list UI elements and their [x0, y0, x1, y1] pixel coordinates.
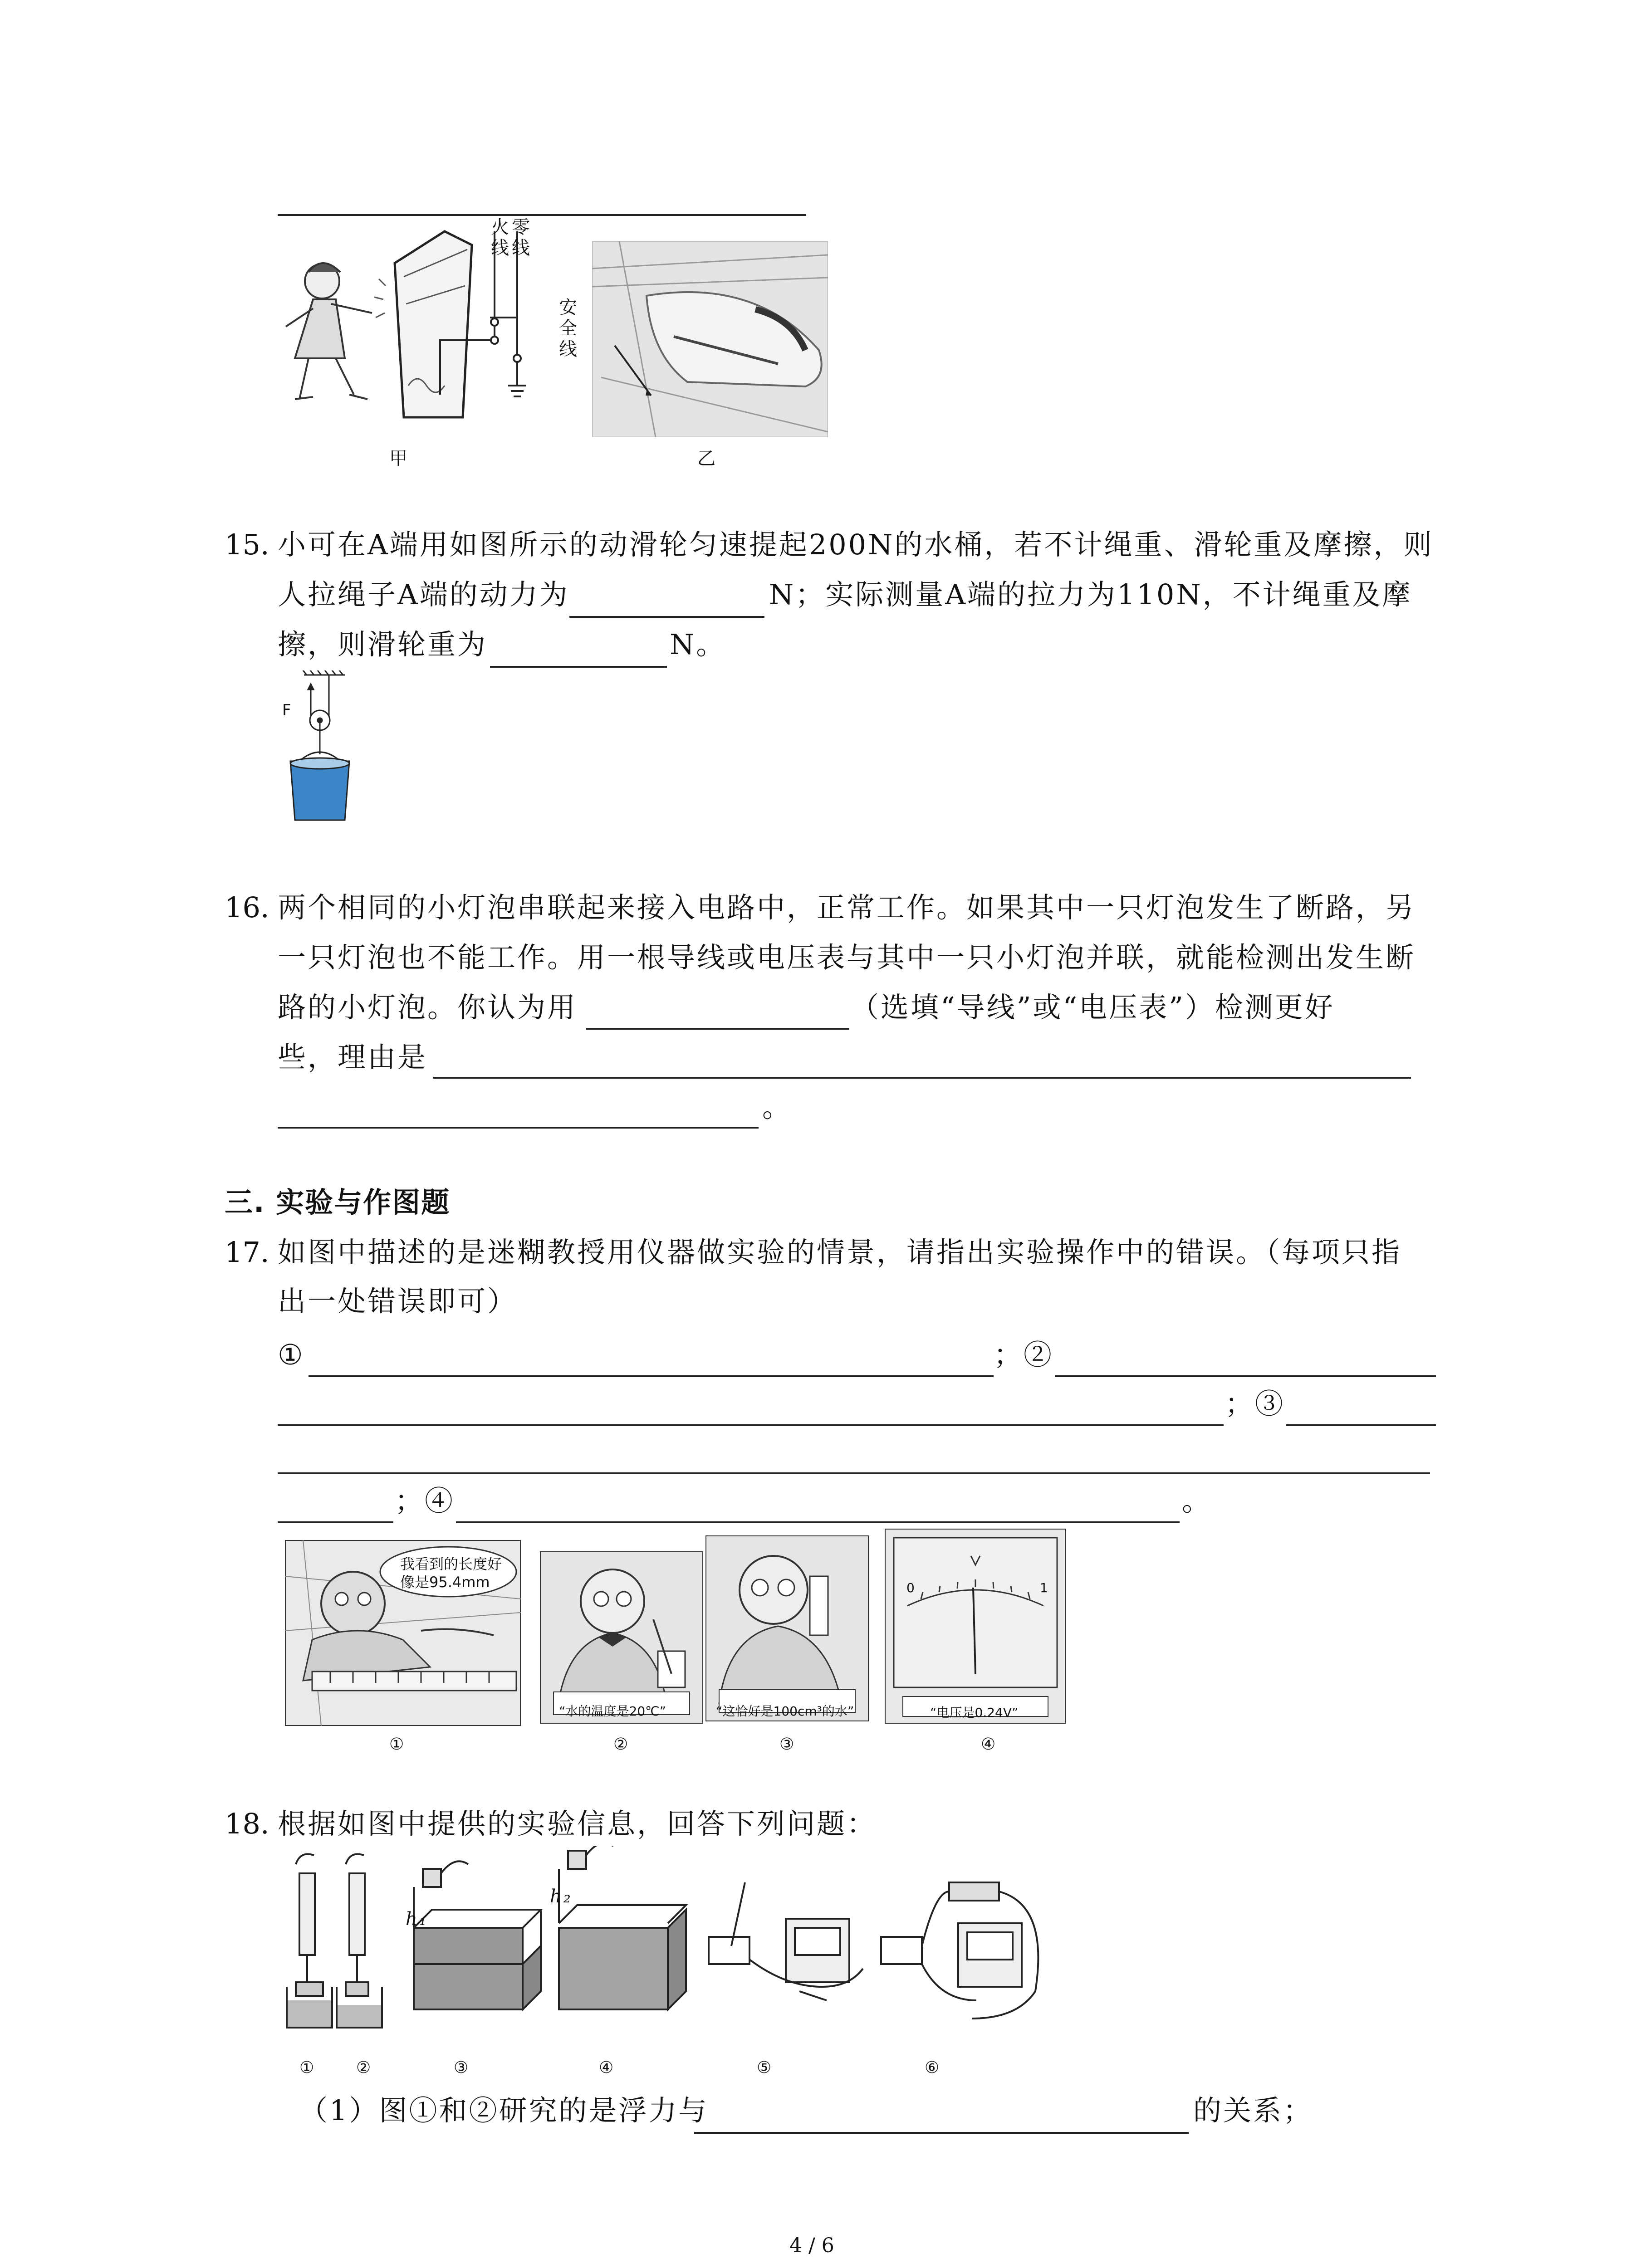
question-text: N；实际测量A端的拉力为110N，不计绳重及摩	[769, 578, 1412, 611]
fig-number-2: ②	[356, 2058, 373, 2077]
answer-blank[interactable]	[569, 616, 764, 618]
fig-number-6: ⑥	[925, 2058, 941, 2077]
answer-blank[interactable]	[694, 2132, 1189, 2134]
pulley-bucket-figure	[277, 670, 358, 825]
panel4-scale-left: 0	[906, 1580, 916, 1595]
question-number: 15.	[225, 528, 269, 561]
answer-blank[interactable]	[1055, 1375, 1436, 1377]
figure-caption-yi: 乙	[697, 448, 717, 469]
figure-caption-jia: 甲	[389, 448, 409, 469]
question-number: 16.	[225, 891, 269, 924]
panel-number-1: ①	[389, 1735, 406, 1754]
question-text: 。	[762, 1090, 793, 1124]
panel2-caption: “水的温度是20℃”	[559, 1704, 666, 1719]
question-text: 出一处错误即可）	[278, 1285, 518, 1318]
panel3-caption: “这恰好是100cm³的水”	[716, 1704, 854, 1719]
answer-blank[interactable]	[278, 1472, 1430, 1474]
answer-blank[interactable]	[433, 1077, 1411, 1079]
fig-number-1: ①	[299, 2058, 316, 2077]
answer-blank[interactable]	[278, 1127, 759, 1129]
panel-number-3: ③	[779, 1735, 796, 1754]
force-label-F: F	[282, 701, 293, 719]
panel1-speech-bubble: 我看到的长度好 像是95.4mm	[400, 1555, 502, 1591]
label-h2: h₂	[550, 1886, 573, 1907]
answer-blank[interactable]	[586, 1028, 849, 1030]
label-h1: h₁	[406, 1909, 428, 1930]
blank-mark-3: ；③	[1225, 1387, 1285, 1420]
question-text: （选填“导线”或“电压表”）检测更好	[851, 991, 1335, 1024]
panel4-caption: “电压是0.24V”	[930, 1705, 1019, 1720]
answer-blank[interactable]	[278, 1521, 393, 1523]
question-text: 擦，则滑轮重为	[278, 628, 488, 661]
question-text: 人拉绳子A端的动力为	[278, 578, 569, 611]
section-title: 三. 实验与作图题	[225, 1186, 451, 1219]
fig-number-3: ③	[454, 2058, 470, 2077]
question-text: 如图中描述的是迷糊教授用仪器做实验的情景，请指出实验操作中的错误。（每项只指	[278, 1236, 1402, 1269]
page-number: 4 / 6	[789, 2234, 834, 2257]
blank-mark-2: ；②	[994, 1338, 1054, 1371]
answer-blank[interactable]	[309, 1375, 994, 1377]
question-number: 17.	[225, 1236, 269, 1269]
question-text: N。	[670, 628, 726, 661]
panel4-scale-right: 1	[1040, 1580, 1050, 1595]
question-text: 小可在A端用如图所示的动滑轮匀速提起200N的水桶，若不计绳重、滑轮重及摩擦，则	[278, 528, 1434, 561]
question-text: 两个相同的小灯泡串联起来接入电路中，正常工作。如果其中一只灯泡发生了断路，另	[278, 891, 1416, 924]
panel-number-2: ②	[613, 1735, 630, 1754]
label-safety-line: 安 全 线	[559, 297, 577, 360]
q17-panel-4-voltmeter	[885, 1529, 1066, 1724]
fig-number-4: ④	[599, 2058, 616, 2077]
question-text: 些，理由是	[278, 1041, 428, 1074]
q18-experiment-figure	[278, 1846, 1058, 2050]
label-fire-line: 火 线	[491, 217, 509, 259]
answer-blank[interactable]	[490, 666, 667, 668]
question-text: 的关系；	[1193, 2094, 1313, 2127]
fig-number-5: ⑤	[757, 2058, 774, 2077]
blank-mark-4: ；④	[395, 1484, 455, 1517]
question-text: （1）图①和②研究的是浮力与	[299, 2094, 709, 2127]
answer-blank[interactable]	[456, 1521, 1180, 1523]
label-zero-line: 零 线	[512, 217, 530, 259]
q17-panel-3-measuring-cylinder	[705, 1535, 869, 1721]
panel-number-4: ④	[981, 1735, 998, 1754]
answer-blank[interactable]	[278, 1424, 1224, 1426]
question-text: 根据如图中提供的实验信息，回答下列问题：	[278, 1807, 877, 1840]
answer-blank[interactable]	[1286, 1424, 1436, 1426]
question-text: 路的小灯泡。你认为用	[278, 991, 578, 1024]
blank-mark-1: ①	[278, 1338, 305, 1371]
q14-figure-yi-train-photo	[592, 241, 828, 437]
question-text: 。	[1182, 1484, 1212, 1517]
question-text: 一只灯泡也不能工作。用一根导线或电压表与其中一只小灯泡并联，就能检测出发生断	[278, 941, 1416, 974]
question-number: 18.	[225, 1807, 269, 1840]
